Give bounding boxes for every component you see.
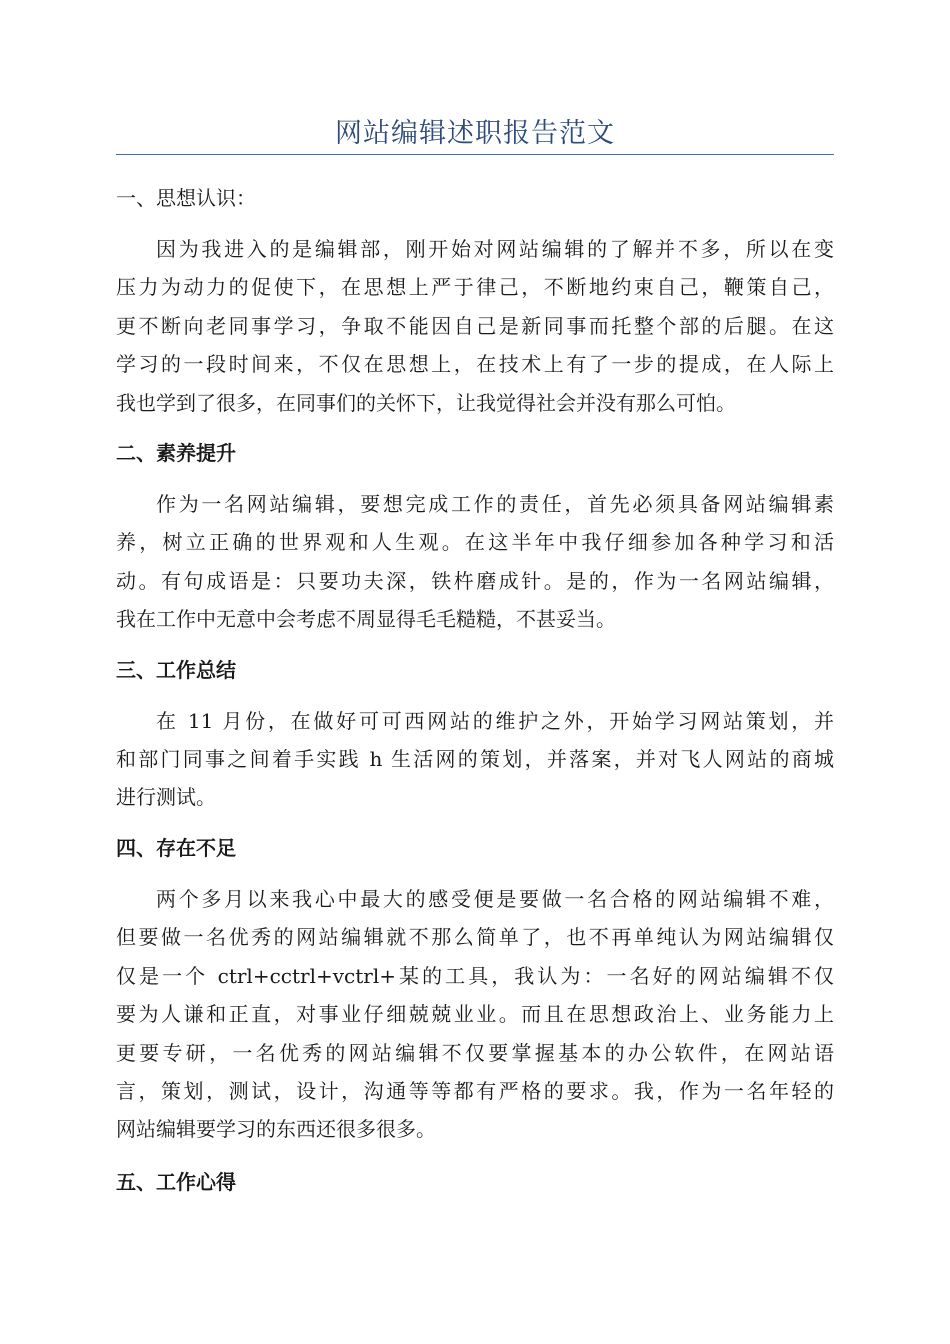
paragraph-line: 和部门同事之间着手实践 h 生活网的策划，并落案，并对飞人网站的商城 [116,747,834,772]
section-heading-literacy: 二、素养提升 [116,441,236,466]
paragraph-line: 两个多月以来我心中最大的感受便是要做一名合格的网站编辑不难， [156,886,834,911]
paragraph-line: 作为一名网站编辑，要想完成工作的责任，首先必须具备网站编辑素 [156,492,834,517]
paragraph-line: 学习的一段时间来，不仅在思想上，在技术上有了一步的提成，在人际上 [116,352,834,377]
paragraph-line: 因为我进入的是编辑部，刚开始对网站编辑的了解并不多，所以在变 [156,237,834,261]
section-heading-experience: 五、工作心得 [116,1169,236,1194]
paragraph-line: 言，策划，测试，设计，沟通等等都有严格的要求。我，作为一名年轻的 [116,1078,834,1103]
section-paragraph-thought [116,230,834,422]
title-underline [116,154,834,155]
section-paragraph-shortcomings [116,880,834,1149]
paragraph-line: 压力为动力的促使下，在思想上严于律己，不断地约束自己，鞭策自己， [116,275,834,300]
document-title: 网站编辑述职报告范文 [335,118,615,149]
paragraph-line: 但要做一名优秀的网站编辑就不那么简单了，也不再单纯认为网站编辑仅 [116,925,834,950]
paragraph-line: 动。有句成语是：只要功夫深，铁杵磨成针。是的，作为一名网站编辑， [116,568,834,593]
paragraph-line: 仅是一个 ctrl+cctrl+vctrl+某的工具，我认为：一名好的网站编辑不仅 [116,963,834,988]
paragraph-line: 要为人谦和正直，对事业仔细兢兢业业。而且在思想政治上、业务能力上 [116,1002,834,1027]
section-heading-work-summary: 三、工作总结 [116,657,236,682]
paragraph-line: 养，树立正确的世界观和人生观。在这半年中我仔细参加各种学习和活 [116,530,834,555]
document-page [116,0,834,1195]
paragraph-line: 更要专研，一名优秀的网站编辑不仅要掌握基本的办公软件，在网站语 [116,1040,834,1065]
paragraph-line: 我在工作中无意中会考虑不周显得毛毛糙糙，不甚妥当。 [116,607,616,632]
section-paragraph-work-summary [116,702,834,817]
section-paragraph-literacy [116,485,834,639]
paragraph-line: 更不断向老同事学习，争取不能因自己是新同事而托整个部的后腿。在这 [116,313,834,338]
paragraph-line: 在 11 月份，在做好可可西网站的维护之外，开始学习网站策划，并 [156,708,834,733]
paragraph-line: 网站编辑要学习的东西还很多很多。 [116,1117,436,1142]
section-heading-thought: 一、思想认识： [116,186,256,210]
paragraph-line: 进行测试。 [116,785,216,810]
section-heading-shortcomings: 四、存在不足 [116,835,236,860]
paragraph-line: 我也学到了很多，在同事们的关怀下，让我觉得社会并没有那么可怕。 [116,390,736,415]
